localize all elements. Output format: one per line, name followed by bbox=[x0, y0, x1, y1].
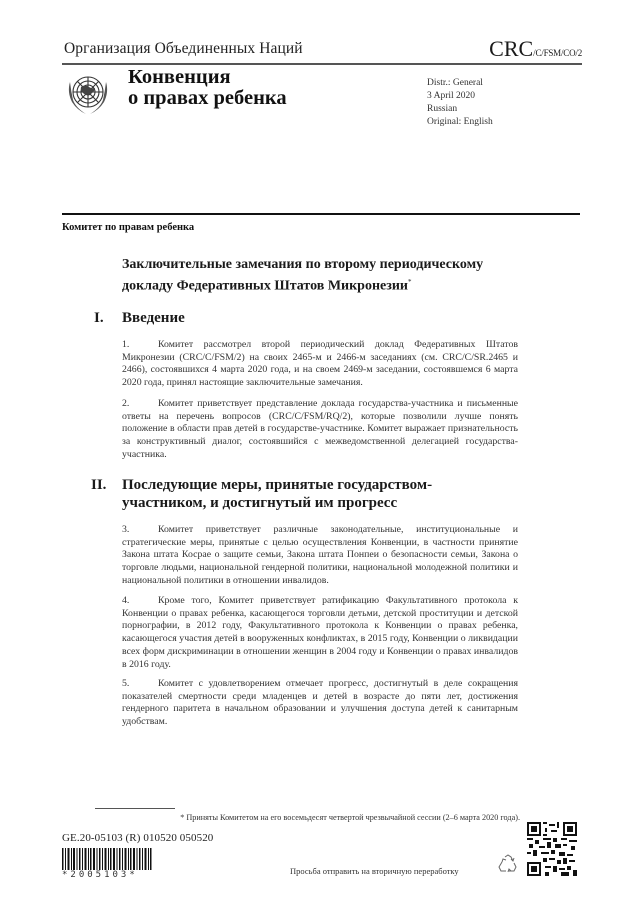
document-title-line1: Заключительные замечания по второму периодическому bbox=[122, 257, 484, 272]
section-rule bbox=[62, 213, 580, 215]
section-heading-1 bbox=[94, 309, 494, 329]
recycle-text: Просьба отправить на вторичную переработку bbox=[290, 866, 459, 876]
barcode-icon bbox=[62, 848, 152, 870]
paragraph-number: 2. bbox=[122, 398, 130, 409]
paragraph-text: Комитет приветствует различные законодательные, институциональные и стратегические меры, принятые с целью осуществления Конвенции, в частности принятие Закона штата Косрае о защите семьи, Закона штата Понпеи о безопасности семьи, Закона о торговле людьми, национальной гендерной политики, национальной молодежной политики и национальной политики в отношении инвалидов. bbox=[122, 524, 518, 586]
paragraph-2 bbox=[122, 398, 518, 462]
footnote-rule bbox=[95, 808, 175, 809]
committee-name: Комитет по правам ребенка bbox=[62, 222, 195, 233]
footnote: * Приняты Комитетом на его восемьдесят четвертой чрезвычайной сессии (2–6 марта 2020 года). bbox=[180, 813, 520, 822]
paragraph-number: 4. bbox=[122, 595, 130, 606]
job-number: GE.20-05103 (R) 010520 050520 bbox=[62, 832, 214, 844]
distr-label: Distr.: General bbox=[427, 78, 483, 88]
organization-name: Организация Объединенных Наций bbox=[64, 40, 303, 57]
document-symbol bbox=[489, 36, 582, 62]
paragraph-text: Комитет приветствует представление доклада государства-участника и письменные ответы на перечень вопросов (CRC/C/FSM/RQ/2), которые позволили лучше понять положение в области прав детей в государстве-участнике. Комитет выражает признательность за конструктивный диалог, состоявшийся с межведомственной делегацией государства-участника. bbox=[122, 398, 518, 460]
distr-date: 3 April 2020 bbox=[427, 91, 476, 101]
paragraph-text: Кроме того, Комитет приветствует ратификацию Факультативного протокола к Конвенции о правах ребенка, касающегося торговли детьми, детской проституции и детской порнографии, в 2012 году, Факультативного протокола к Конвенции о правах ребенка, касающегося участия детей в вооруженных конфликтах, в 2015 году, Конвенции о ликвидации всех форм дискриминации в отношении женщин в 2004 году и Конвенции о правах инвалидов в 2016 году. bbox=[122, 595, 518, 670]
convention-title bbox=[128, 67, 287, 109]
paragraph-number: 1. bbox=[122, 339, 130, 350]
paragraph-text: Комитет рассмотрел второй периодический доклад Федеративных Штатов Микронезии (CRC/C/FSM/2) на своих 2465-м и 2466-м заседаниях (см. CRC/C/SR.2465 и 2466), состоявшихся 4 марта 2020 года, и на своем 2469-м заседании, состоявшемся 6 марта 2020 года, принял настоящие заключительные замечания. bbox=[122, 339, 518, 389]
section-title-line1: Последующие меры, принятые государством- bbox=[122, 477, 433, 493]
document-title bbox=[122, 256, 542, 295]
section-heading-2 bbox=[91, 476, 511, 514]
recycle-icon bbox=[497, 853, 519, 875]
paragraph-5 bbox=[122, 678, 518, 729]
section-title-line2: участником, и достигнутый им прогресс bbox=[122, 495, 398, 511]
paragraph-number: 5. bbox=[122, 678, 130, 689]
paragraph-number: 3. bbox=[122, 524, 130, 535]
distr-language: Russian bbox=[427, 104, 458, 114]
convention-title-line1: Конвенция bbox=[128, 66, 231, 88]
qr-code-icon bbox=[527, 822, 577, 876]
document-title-line2: докладу Федеративных Штатов Микронезии bbox=[122, 278, 408, 294]
paragraph-3 bbox=[122, 524, 518, 588]
distr-original: Original: English bbox=[427, 117, 493, 127]
paragraph-4 bbox=[122, 595, 518, 671]
symbol-main: CRC bbox=[489, 36, 534, 61]
header-rule bbox=[62, 63, 582, 65]
section-number: II. bbox=[91, 477, 107, 493]
section-title: Введение bbox=[122, 310, 185, 326]
barcode-text: *2005103* bbox=[62, 870, 138, 880]
distribution-block bbox=[427, 77, 493, 129]
section-number: I. bbox=[94, 310, 104, 326]
symbol-sub: /C/FSM/CO/2 bbox=[533, 48, 582, 58]
paragraph-1 bbox=[122, 339, 518, 390]
section-title bbox=[122, 476, 502, 512]
convention-title-line2: о правах ребенка bbox=[128, 87, 287, 109]
footnote-marker[interactable]: * bbox=[408, 277, 412, 286]
un-emblem-icon bbox=[62, 70, 114, 118]
paragraph-text: Комитет с удовлетворением отмечает прогресс, достигнутый в деле сокращения показателей смертности среди младенцев и детей в возрасте до пяти лет, достижения гендерного паритета в начальном образовании и улучшения доступа детей к санитарным удобствам. bbox=[122, 678, 518, 728]
